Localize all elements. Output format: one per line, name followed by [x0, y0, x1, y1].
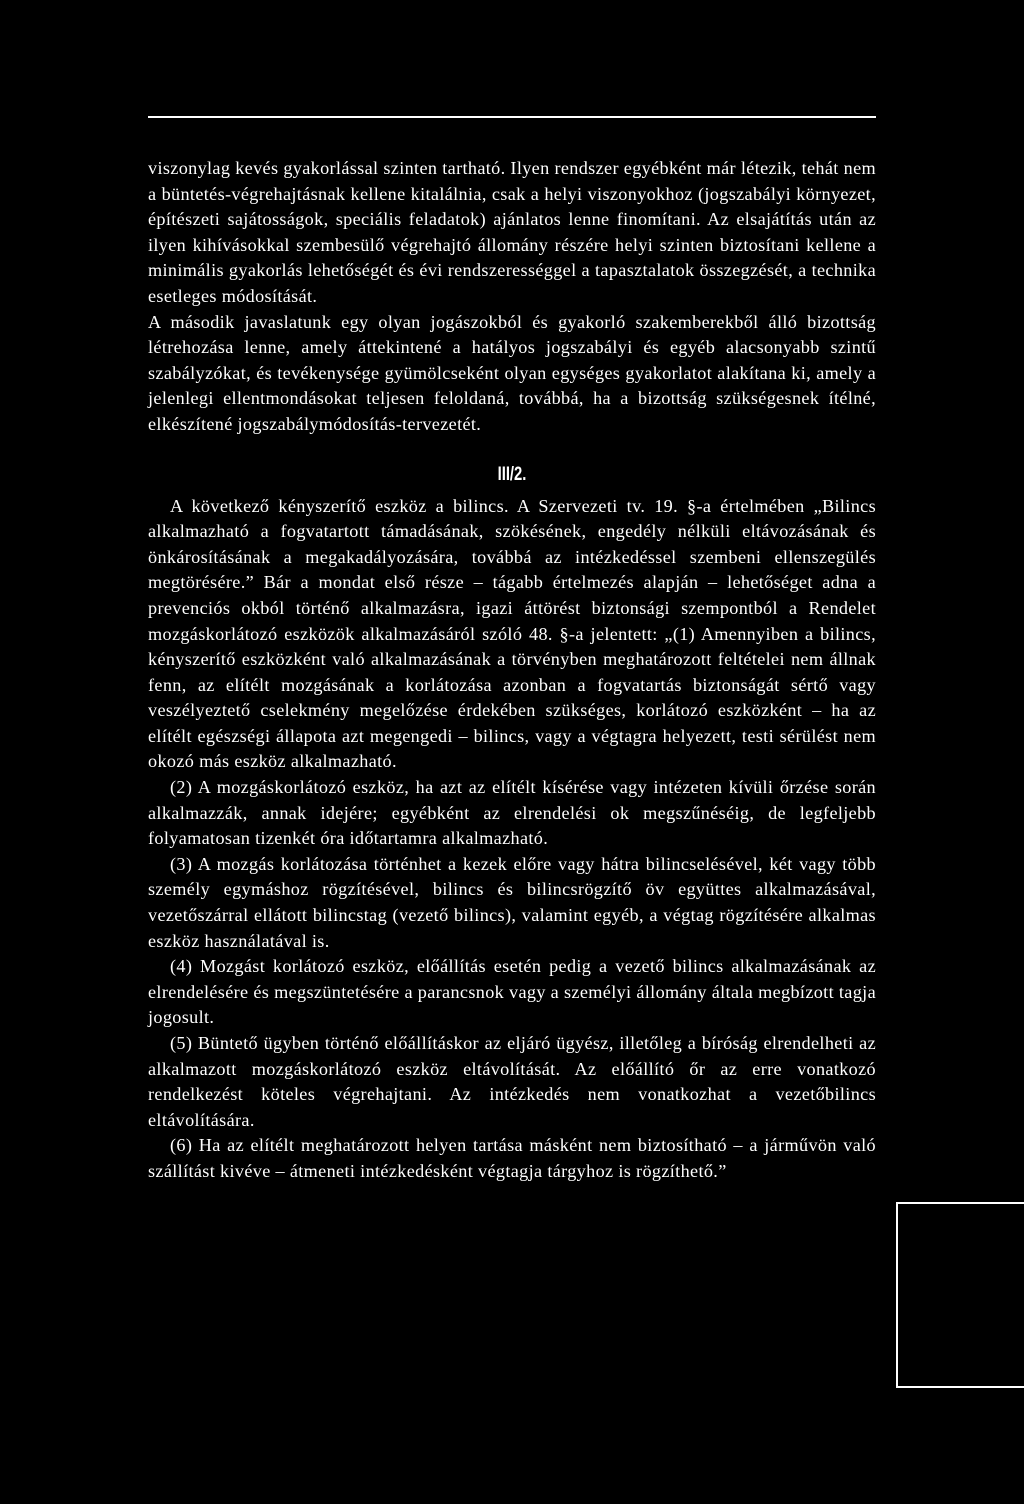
- paragraph: A következő kényszerítő eszköz a bilincs. A Szervezeti tv. 19. §-a értelmében „Bilincs alkalmazható a fogvatartott támadásának, szökésének, engedély nélküli eltávozásának és önkárosításának a megakadályozására, továbbá az intézkedéssel szembeni ellenszegülés megtörésére.” Bár a mondat első része – tágabb értelmezés alapján – lehetőséget adna a prevenciós okból történő alkalmazásra, igazi áttörést biztonsági szempontból a Rendelet mozgáskorlátozó eszközök alkalmazásáról szóló 48. §-a jelentett: „(1) Amennyiben a bilincs, kényszerítő eszközként való alkalmazásának a törvényben meghatározott feltételei nem állnak fenn, az elítélt mozgásának a korlátozása azonban a fogvatartás biztonságát sértő vagy veszélyeztető cselekmény megelőzése érdekében szükséges, korlátozó eszközként – ha az elítélt egészségi állapota azt megengedi – bilincs, vagy a végtagra helyezett, testi sérülést nem okozó más eszköz alkalmazható.: [148, 495, 876, 772]
- paragraph: A második javaslatunk egy olyan jogászokból és gyakorló szakemberekből álló bizottság létrehozása lenne, amely áttekintené a hatályos jogszabályi és egyéb alacsonyabb szintű szabályzókat, és tevékenysége gyümölcseként olyan egységes gyakorlatot alakítana ki, amely a jelenlegi ellentmondásokat teljesen feloldaná, továbbá, ha a bizottság szükségesnek ítélné, elkészítené jogszabálymódosítás-tervezetét.: [148, 311, 876, 434]
- margin-box: [896, 1202, 1024, 1388]
- paragraph: (3) A mozgás korlátozása történhet a kezek előre vagy hátra bilincselésével, két vagy több személy egymáshoz rögzítésével, bilincs és bilincsrögzítő öv együttes alkalmazásával, vezetőszárral ellátott bilincstag (vezető bilincs), valamint egyéb, a végtag rögzítésére alkalmas eszköz használatával is.: [148, 853, 876, 951]
- paragraph: (6) Ha az elítélt meghatározott helyen tartása másként nem biztosítható – a járművön való szállítást kivéve – átmeneti intézkedésként végtagja tárgyhoz is rögzíthető.”: [148, 1135, 876, 1181]
- paragraph: (5) Büntető ügyben történő előállításkor az eljáró ügyész, illetőleg a bíróság elrendelheti az alkalmazott mozgáskorlátozó eszköz eltávolítását. Az előállító őr az erre vonatkozó rendelkezést köteles végrehajtani. Az intézkedés nem vonatkozhat a vezetőbilincs eltávolítására.: [148, 1033, 876, 1130]
- document-body: [148, 156, 876, 1185]
- paragraph: viszonylag kevés gyakorlással szinten tartható. Ilyen rendszer egyébként már létezik, tehát nem a büntetés-végrehajtásnak kellene kitalálnia, csak a helyi viszonyokhoz (jogszabályi környezet, építészeti sajátosságok, speciális feladatok) ajánlatos lenne finomítani. Az elsajátítás után az ilyen kihívásokkal szembesülő végrehajtó állomány részére helyi szinten biztosítani kellene a minimális gyakorlás lehetőségét és évi rendszerességgel a tapasztalatok összegzését, a technika esetleges módosítását.: [148, 158, 876, 306]
- top-rule: [148, 116, 876, 118]
- section-heading: III/2.: [497, 463, 527, 485]
- paragraph: (4) Mozgást korlátozó eszköz, előállítás esetén pedig a vezető bilincs alkalmazásának az elrendelésére és megszüntetésére a parancsnok vagy a személyi állomány általa megbízott tagja jogosult.: [148, 956, 876, 1028]
- paragraph: (2) A mozgáskorlátozó eszköz, ha azt az elítélt kísérése vagy intézeten kívüli őrzése során alkalmazzák, annak idejére; egyébként az elrendelési ok megszűnéséig, de legfeljebb folyamatosan tizenkét óra időtartamra alkalmazható.: [148, 777, 876, 849]
